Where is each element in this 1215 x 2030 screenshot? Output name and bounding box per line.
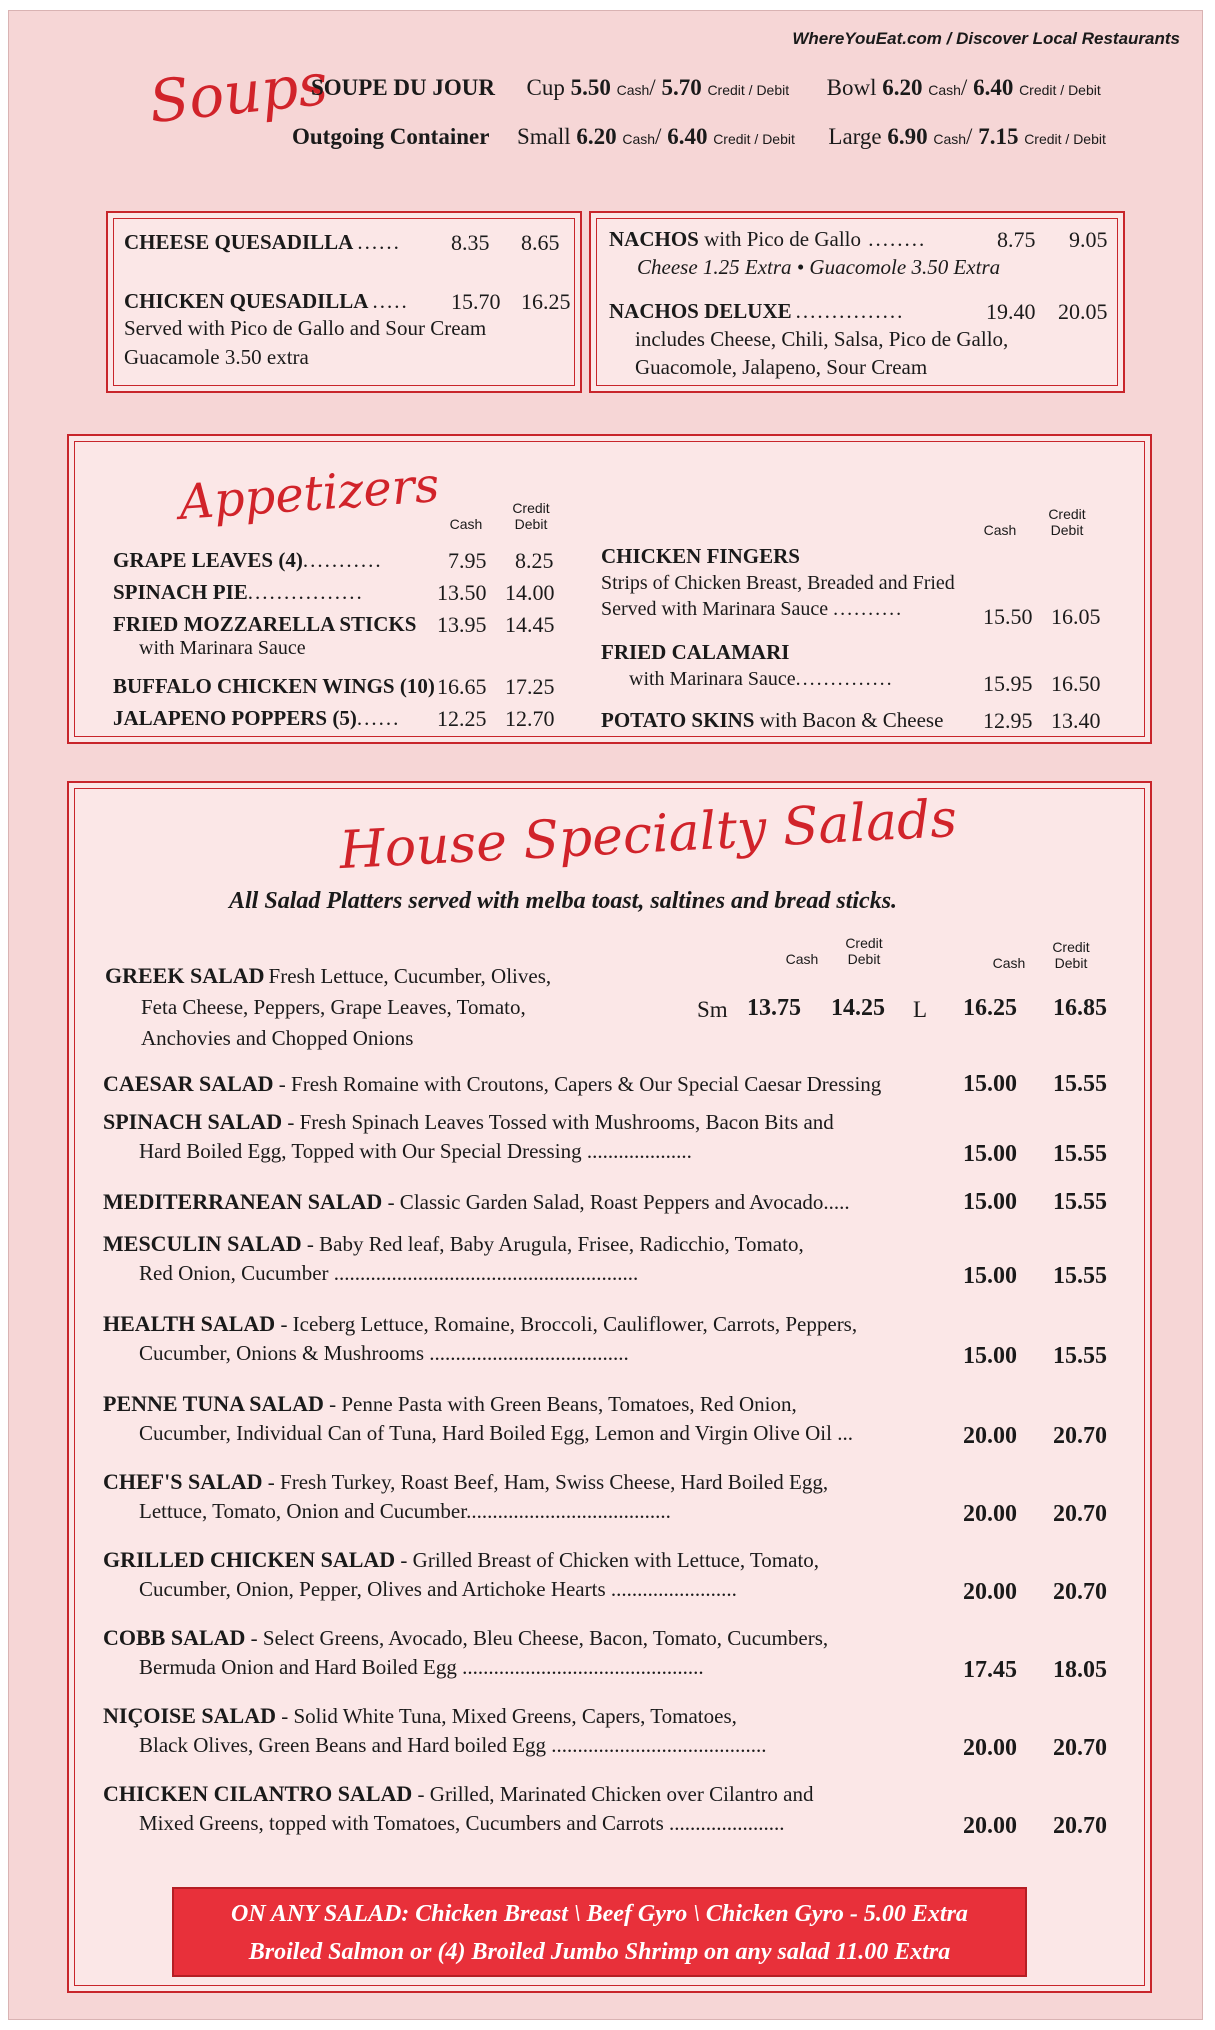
salad-item: [103, 1469, 1113, 1547]
soup-label: Large: [828, 124, 882, 149]
soup-price: 6.40: [667, 124, 708, 149]
salad-description: - Grilled Breast of Chicken with Lettuce, Tomato,: [395, 1548, 820, 1572]
item-name: CHICKEN FINGERS: [601, 544, 800, 568]
salad-description: - Fresh Turkey, Roast Beef, Ham, Swiss Cheese, Hard Boiled Egg,: [262, 1470, 829, 1494]
salad-description: - Fresh Romaine with Croutons, Capers & Our Special Caesar Dressing: [273, 1072, 882, 1096]
menu-item: [601, 544, 1121, 640]
price-credit: 20.70: [1053, 1579, 1107, 1605]
price-cash: 20.00: [963, 1813, 1017, 1839]
salad-list: [103, 1071, 1113, 1859]
header-credit: [1037, 506, 1097, 538]
leader-dots: ...........: [302, 548, 383, 572]
price-cash: 15.50: [983, 604, 1033, 629]
menu-item: [113, 580, 623, 612]
menu-item: [113, 548, 623, 580]
salad-item: [103, 1189, 1113, 1231]
salad-name: GRILLED CHICKEN SALAD: [103, 1547, 396, 1572]
salad-description: Anchovies and Chopped Onions: [141, 1026, 414, 1050]
price-credit: 20.70: [1053, 1813, 1107, 1839]
price-credit: 15.55: [1053, 1263, 1107, 1289]
salad-description: Red Onion, Cucumber ..........................................................: [139, 1261, 639, 1285]
salad-description: Mixed Greens, topped with Tomatoes, Cucumbers and Carrots ......................: [139, 1811, 785, 1835]
price-credit: 15.55: [1053, 1071, 1107, 1097]
price-cash: 13.75: [747, 995, 801, 1021]
item-name: JALAPENO POPPERS (5): [113, 706, 357, 730]
menu-page: [8, 10, 1203, 2020]
salads-heading: House Specialty Salads: [337, 788, 959, 882]
price-credit: 14.25: [831, 995, 885, 1021]
price-cash: 13.95: [437, 612, 487, 637]
menu-item: [113, 706, 623, 738]
item-description: with Marinara Sauce: [139, 637, 306, 659]
leader-dots: ................: [247, 580, 364, 604]
price-cash: 8.35: [451, 230, 490, 255]
header-debit-line: Debit: [514, 516, 548, 532]
header-credit: [501, 500, 561, 532]
size-label: L: [913, 997, 928, 1022]
salad-description: - Grilled, Marinated Chicken over Cilantro and: [412, 1782, 814, 1806]
salad-line: [105, 963, 1115, 989]
banner-line-2: Broiled Salmon or (4) Broiled Jumbo Shrimp on any salad 11.00 Extra: [248, 1939, 951, 1965]
leader-dots: ........: [861, 227, 927, 251]
salad-description: Cucumber, Onion, Pepper, Olives and Artichoke Hearts ........................: [139, 1577, 737, 1601]
soup-label: Cup: [526, 75, 565, 100]
item-suffix: with Bacon & Cheese: [754, 708, 944, 732]
item-name: SPINACH PIE: [113, 580, 248, 604]
appetizers-heading: Appetizers: [177, 456, 442, 532]
soup-credit-word: Credit / Debit: [1019, 82, 1101, 98]
salad-item: [103, 1109, 1113, 1189]
salad-name: CHICKEN CILANTRO SALAD: [103, 1781, 413, 1806]
menu-item: [124, 230, 564, 255]
item-description-text: with Marinara Sauce: [629, 668, 796, 690]
salad-item: [103, 1231, 1113, 1311]
leader-dots: ......: [356, 706, 401, 730]
size-label: Sm: [697, 997, 728, 1022]
item-description: Guacamole 3.50 extra: [124, 345, 309, 369]
price-cash: 15.70: [451, 289, 501, 314]
soup-price: 6.20: [882, 75, 923, 100]
price-credit: 9.05: [1069, 227, 1108, 252]
price-cash: 19.40: [986, 299, 1036, 324]
soup-price: 6.90: [887, 124, 928, 149]
leader-dots: ..........: [833, 598, 904, 620]
soup-name: Outgoing Container: [292, 124, 490, 149]
salad-name: CAESAR SALAD: [103, 1071, 274, 1096]
price-cash: 12.95: [983, 708, 1033, 733]
header-cash: Cash: [449, 516, 483, 532]
item-description: [601, 598, 1121, 621]
item-description-text: Served with Marinara Sauce: [601, 598, 829, 620]
price-cash: 12.25: [437, 706, 487, 731]
price-credit: 16.05: [1051, 604, 1101, 629]
item-description: Guacomole, Jalapeno, Sour Cream: [635, 355, 928, 379]
salad-item: [103, 1625, 1113, 1703]
soup-price: 5.70: [661, 75, 702, 100]
price-credit: 8.65: [521, 230, 560, 255]
item-description: [601, 668, 1121, 691]
soup-credit-word: Credit / Debit: [707, 82, 790, 98]
header-debit-line: Debit: [1054, 955, 1088, 971]
header-credit-line: Credit: [1052, 939, 1090, 955]
salad-description: Lettuce, Tomato, Onion and Cucumber.......................................: [139, 1499, 671, 1523]
salad-name: CHEF'S SALAD: [103, 1469, 263, 1494]
salad-item: [103, 1547, 1113, 1625]
item-name: NACHOS DELUXE: [609, 299, 792, 323]
soup-row-2: Outgoing Container Small 6.20 Cash/ 6.40 Credit / Debit Large 6.90 Cash/ 7.15 Credit / Debit: [292, 124, 1106, 149]
price-cash: 20.00: [963, 1735, 1017, 1761]
salad-description: - Fresh Spinach Leaves Tossed with Mushrooms, Bacon Bits and: [282, 1110, 834, 1134]
price-credit: 16.25: [521, 289, 571, 314]
soup-price: 6.20: [576, 124, 617, 149]
header-debit-line: Debit: [847, 951, 881, 967]
soup-price: 6.40: [973, 75, 1014, 100]
leader-dots: ......: [357, 230, 401, 254]
salad-description: - Solid White Tuna, Mixed Greens, Capers, Tomatoes,: [276, 1704, 737, 1728]
salad-name: SPINACH SALAD: [103, 1109, 283, 1134]
item-description: Served with Pico de Gallo and Sour Cream: [124, 316, 487, 340]
quesadilla-box: [106, 211, 582, 393]
item-name: NACHOS: [609, 227, 699, 251]
price-credit: 20.70: [1053, 1735, 1107, 1761]
salad-description: Cucumber, Onions & Mushrooms ......................................: [139, 1341, 629, 1365]
price-credit: 17.25: [505, 674, 555, 699]
soup-cash-word: Cash: [622, 131, 656, 147]
menu-item: [601, 708, 1121, 740]
salad-description: Black Olives, Green Beans and Hard boiled Egg .........................................: [139, 1733, 767, 1757]
price-credit: 14.00: [505, 580, 555, 605]
price-cash: 15.00: [963, 1141, 1017, 1167]
salad-description: - Classic Garden Salad, Roast Peppers and Avocado.....: [382, 1190, 850, 1214]
soup-price: 7.15: [978, 124, 1019, 149]
price-cash: 15.00: [963, 1343, 1017, 1369]
salad-name: COBB SALAD: [103, 1625, 246, 1650]
header-credit-line: Credit: [845, 935, 883, 951]
price-cash: 16.65: [437, 674, 487, 699]
salad-extras-banner: [172, 1887, 1027, 1977]
appetizers-box: [67, 434, 1152, 744]
soup-row-1: SOUPE DU JOUR Cup 5.50 Cash/ 5.70 Credit / Debit Bowl 6.20 Cash/ 6.40 Credit / Debit: [311, 75, 1101, 100]
salad-name: PENNE TUNA SALAD: [103, 1391, 324, 1416]
soup-price: 5.50: [570, 75, 611, 100]
price-cash: 13.50: [437, 580, 487, 605]
salad-item: [103, 1391, 1113, 1469]
price-cash: 17.45: [963, 1657, 1017, 1683]
salad-name: MEDITERRANEAN SALAD: [103, 1189, 383, 1214]
header-cash: Cash: [992, 955, 1026, 971]
price-credit: 15.55: [1053, 1189, 1107, 1215]
price-cash: 8.75: [997, 227, 1036, 252]
item-name: GRAPE LEAVES (4): [113, 548, 303, 572]
header-cash: Cash: [785, 951, 819, 967]
header-cash: Cash: [983, 522, 1017, 538]
item-name: FRIED MOZZARELLA STICKS: [113, 612, 417, 636]
price-cash: 20.00: [963, 1423, 1017, 1449]
item-name: CHICKEN QUESADILLA: [124, 289, 369, 313]
item-suffix: with Pico de Gallo: [698, 227, 862, 251]
price-credit: 20.05: [1058, 299, 1108, 324]
salad-description: - Baby Red leaf, Baby Arugula, Frisee, Radicchio, Tomato,: [301, 1232, 804, 1256]
price-credit: 12.70: [505, 706, 555, 731]
price-cash: 15.00: [963, 1071, 1017, 1097]
salads-box: [67, 781, 1152, 1993]
leader-dots: ...............: [795, 299, 905, 323]
salad-description: Bermuda Onion and Hard Boiled Egg ..............................................: [139, 1655, 704, 1679]
salad-description: Feta Cheese, Peppers, Grape Leaves, Tomato,: [141, 995, 526, 1019]
price-cash: 20.00: [963, 1579, 1017, 1605]
nachos-box: [589, 211, 1125, 393]
leader-dots: ..............: [795, 668, 894, 690]
price-credit: 16.85: [1053, 995, 1107, 1021]
item-name: POTATO SKINS: [601, 708, 755, 732]
watermark: WhereYouEat.com / Discover Local Restaurants: [792, 29, 1180, 48]
salad-item: [103, 1311, 1113, 1391]
soup-cash-word: Cash: [928, 82, 961, 98]
item-description: Strips of Chicken Breast, Breaded and Fried: [601, 572, 955, 594]
price-cash: 16.25: [963, 995, 1017, 1021]
soup-label: Small: [516, 124, 571, 149]
salad-description: Hard Boiled Egg, Topped with Our Special Dressing ....................: [139, 1139, 692, 1163]
price-cash: 15.00: [963, 1263, 1017, 1289]
salad-description: - Iceberg Lettuce, Romaine, Broccoli, Cauliflower, Carrots, Peppers,: [275, 1312, 858, 1336]
salad-item: [103, 1781, 1113, 1859]
price-credit: 16.50: [1051, 671, 1101, 696]
salad-name: HEALTH SALAD: [103, 1311, 276, 1336]
salad-description: - Select Greens, Avocado, Bleu Cheese, Bacon, Tomato, Cucumbers,: [245, 1626, 829, 1650]
price-cash: 7.95: [448, 548, 487, 573]
price-cash: 15.95: [983, 671, 1033, 696]
soup-label: Bowl: [826, 75, 877, 100]
salads-subtitle: All Salad Platters served with melba toast, saltines and bread sticks.: [229, 888, 898, 914]
soup-credit-word: Credit / Debit: [713, 131, 795, 147]
price-credit: 14.45: [505, 612, 555, 637]
menu-item: [124, 289, 571, 370]
item-name: FRIED CALAMARI: [601, 640, 790, 664]
greek-salad: [105, 963, 1115, 1051]
salad-description: Cucumber, Individual Can of Tuna, Hard Boiled Egg, Lemon and Virgin Olive Oil ...: [139, 1421, 853, 1445]
soup-name: SOUPE DU JOUR: [311, 75, 496, 100]
price-credit: 20.70: [1053, 1501, 1107, 1527]
item-description: includes Cheese, Chili, Salsa, Pico de Gallo,: [635, 327, 1009, 351]
price-cash: 20.00: [963, 1501, 1017, 1527]
menu-item: [609, 299, 1109, 380]
soups-heading: Soups: [145, 49, 331, 137]
price-credit: 15.55: [1053, 1141, 1107, 1167]
leader-dots: .....: [372, 289, 409, 313]
soup-cash-word: Cash: [616, 82, 650, 98]
soup-cash-word: Cash: [933, 131, 967, 147]
price-cash: 15.00: [963, 1189, 1017, 1215]
price-credit: 20.70: [1053, 1423, 1107, 1449]
price-credit: 18.05: [1053, 1657, 1107, 1683]
menu-item: [113, 612, 623, 674]
item-description: Cheese 1.25 Extra • Guacomole 3.50 Extra: [637, 255, 1001, 279]
header-credit-line: Credit: [1048, 506, 1086, 522]
salad-item: [103, 1071, 1113, 1109]
menu-item: [601, 640, 1121, 708]
header-credit-line: Credit: [512, 500, 550, 516]
menu-item: [113, 674, 623, 706]
salad-name: NIÇOISE SALAD: [103, 1703, 276, 1728]
soup-credit-word: Credit / Debit: [1024, 131, 1106, 147]
price-credit: 15.55: [1053, 1343, 1107, 1369]
appetizers-left-list: [113, 548, 623, 738]
item-name: CHEESE QUESADILLA: [124, 230, 354, 254]
header-debit-line: Debit: [1050, 522, 1084, 538]
menu-item: [609, 227, 1109, 280]
salad-name: MESCULIN SALAD: [103, 1231, 302, 1256]
banner-line-1: ON ANY SALAD: Chicken Breast \ Beef Gyro \ Chicken Gyro - 5.00 Extra: [231, 1901, 968, 1927]
salad-name: GREEK SALAD: [105, 963, 265, 988]
price-credit: 13.40: [1051, 708, 1101, 733]
salad-item: [103, 1703, 1113, 1781]
salad-description: - Penne Pasta with Green Beans, Tomatoes, Red Onion,: [323, 1392, 797, 1416]
salad-description: Fresh Lettuce, Cucumber, Olives,: [268, 964, 552, 988]
appetizers-right-list: [601, 544, 1121, 740]
item-name: BUFFALO CHICKEN WINGS (10): [113, 674, 435, 698]
price-credit: 8.25: [515, 548, 554, 573]
